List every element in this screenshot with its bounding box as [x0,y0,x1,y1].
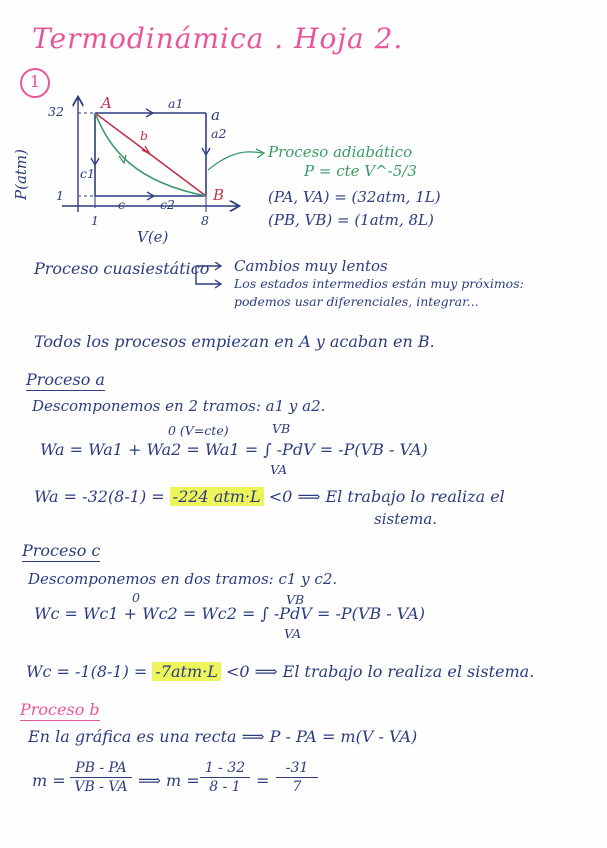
y-tick-32: 32 [48,104,64,119]
adiabatic-label: Proceso adiabático [268,143,413,161]
process-c-result: Wc = -1(8-1) = -7atm·L <0 ⟹ El trabajo lo realiza el sistema. [26,662,535,681]
process-a-upper-limit: VB [272,421,291,436]
slope-fraction-2: 1 - 32 8 - 1 [200,760,250,795]
process-a-note: 0 (V=cte) [168,423,229,438]
intro-text: Todos los procesos empiezan en A y acaban en B. [34,332,435,351]
process-c-work-highlight: -7atm·L [152,662,220,681]
slope-equals: = [256,771,270,790]
process-a-heading: Proceso a [26,370,105,389]
page-title: Termodinámica . Hoja 2. [32,22,404,55]
process-c-equation: Wc = Wc1 + Wc2 = Wc2 = ∫ -PdV = -P(VB - VA) [34,604,426,623]
x-tick-1: 1 [91,213,99,228]
quasistatic-item-3: podemos usar diferenciales, integrar... [234,294,479,309]
label-c1: c1 [80,166,95,181]
exercise-number: 1 [29,72,41,91]
process-c-description: Descomponemos en dos tramos: c1 y c2. [28,570,338,588]
label-a1: a1 [168,96,184,111]
process-b-description: En la gráfica es una recta ⟹ P - PA = m(V - VA) [28,727,418,746]
process-a-result-cont: sistema. [374,510,438,528]
quasistatic-label: Proceso cuasiestático [34,259,210,278]
process-a-work-highlight: -224 atm·L [170,487,264,506]
label-c: c [118,197,126,212]
process-c-heading: Proceso c [22,541,101,560]
annotation-connector [208,152,262,170]
x-axis-label: V(e) [137,228,169,246]
y-axis-label: P(atm) [12,149,30,200]
adiabatic-equation: P = cte V^-5/3 [304,162,417,180]
label-c2: c2 [160,197,175,212]
state-a: (PA, VA) = (32atm, 1L) [268,188,441,206]
process-b-heading: Proceso b [20,700,100,719]
quasistatic-item-2: Los estados intermedios están muy próximos: [234,276,524,291]
process-a-lower-limit: VA [270,462,288,477]
quasistatic-item-1: Cambios muy lentos [234,257,388,275]
process-c-upper-limit: VB [286,592,305,607]
process-a-result: Wa = -32(8-1) = -224 atm·L <0 ⟹ El trabajo lo realiza el [34,487,505,506]
slope-fraction-3: -31 7 [276,760,318,795]
slope-arrow: ⟹ m = [138,771,200,790]
slope-fraction-1: PB - PA VB - VA [70,760,132,795]
process-a-equation: Wa = Wa1 + Wa2 = Wa1 = ∫ -PdV = -P(VB - VA) [40,440,428,459]
point-b-label: B [213,186,225,204]
point-a-label: A [101,94,112,112]
x-tick-8: 8 [201,213,209,228]
slope-label: m = [32,771,66,790]
process-c-note: 0 [132,590,140,605]
state-b: (PB, VB) = (1atm, 8L) [268,211,434,229]
y-tick-1: 1 [56,188,64,203]
label-a: a [211,106,220,124]
process-c-lower-limit: VA [284,626,302,641]
process-a-description: Descomponemos en 2 tramos: a1 y a2. [32,397,326,415]
label-b: b [140,128,149,143]
label-a2: a2 [211,126,227,141]
